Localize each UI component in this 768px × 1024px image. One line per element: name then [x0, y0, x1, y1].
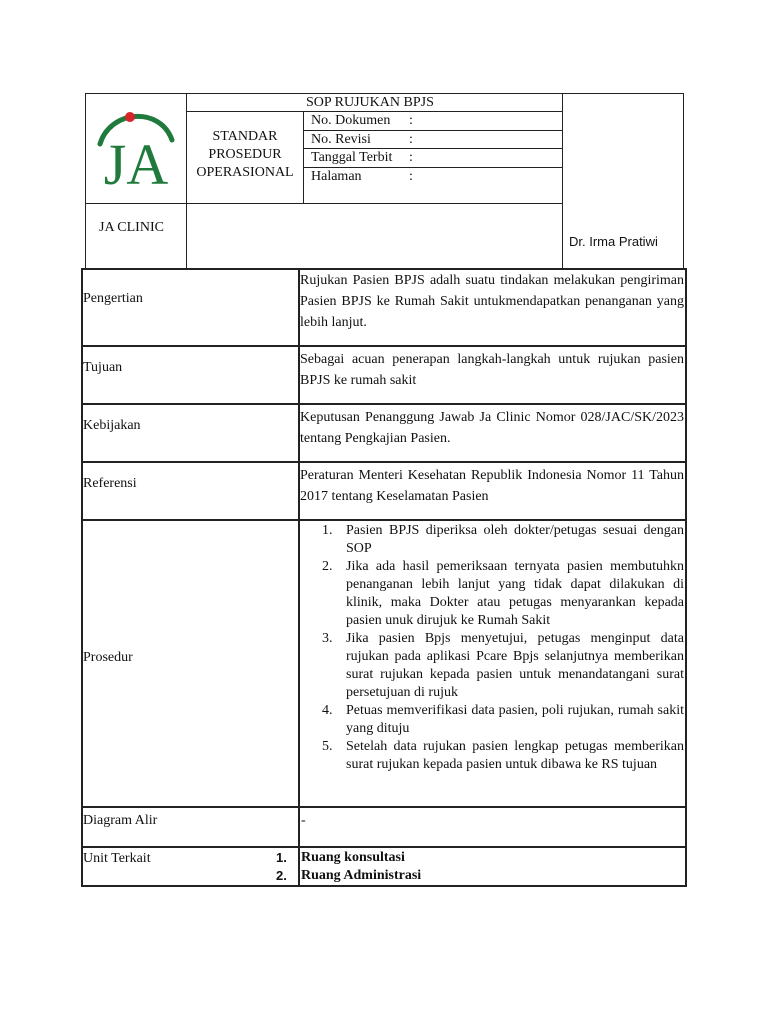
row-text-pengertian: Rujukan Pasien BPJS adalh suatu tindakan melakukan pengiriman Pasien BPJS ke Rumah Sakit untukmendapatkan penanganan yang lebih lanjut. [300, 273, 684, 330]
row-label-pengertian: Pengertian [83, 291, 143, 306]
meta-no-revisi: No. Revisi [311, 132, 371, 147]
row-label-referensi: Referensi [83, 476, 137, 491]
row-label-prosedur: Prosedur [83, 650, 133, 665]
meta-halaman: Halaman [311, 169, 362, 184]
procedure-step: 3. Jika pasien Bpjs menyetujui, petugas menginput data rujukan pada aplikasi Pcare Bpjs selanjutnya memberikan surat rujukan kepada pasien untuk menandatangani surat persetujuan di rujuk [322, 631, 684, 700]
unit-item: Ruang Administrasi [301, 868, 422, 883]
logo-letters: JA [103, 132, 169, 190]
clinic-logo [96, 100, 176, 190]
ja-logo-icon [96, 100, 176, 190]
row-label-diagram: Diagram Alir [83, 813, 158, 828]
row-label-kebijakan: Kebijakan [83, 418, 141, 433]
row-text-referensi: Peraturan Menteri Kesehatan Republik Indonesia Nomor 11 Tahun 2017 tentang Keselamatan Pasien [300, 468, 684, 504]
row-text-kebijakan: Keputusan Penanggung Jawab Ja Clinic Nomor 028/JAC/SK/2023 tentang Pengkajian Pasien. [300, 410, 684, 446]
meta-sep: : [409, 169, 413, 184]
row-text-tujuan: Sebagai acuan penerapan langkah-langkah untuk rujukan pasien BPJS ke rumah sakit [300, 352, 684, 388]
sop-title: SOP RUJUKAN BPJS [306, 95, 434, 110]
signer-name: Dr. Irma Pratiwi [569, 234, 658, 249]
procedure-list [300, 522, 684, 774]
procedure-step: 1. Pasien BPJS diperiksa oleh dokter/petugas sesuai dengan SOP [322, 523, 684, 556]
standard-label: STANDAR PROSEDUR OPERASIONAL [196, 129, 294, 180]
unit-num: 2. [276, 868, 287, 883]
procedure-step: 5. Setelah data rujukan pasien lengkap petugas memberikan surat rujukan kepada pasien untuk dibawa ke RS tujuan [322, 739, 684, 772]
unit-item: Ruang konsultasi [301, 850, 405, 865]
meta-sep: : [409, 113, 413, 128]
meta-sep: : [409, 132, 413, 147]
row-text-diagram: - [301, 813, 306, 828]
procedure-step: 4. Petuas memverifikasi data pasien, poli rujukan, rumah sakit yang dituju [322, 703, 684, 736]
row-label-tujuan: Tujuan [83, 360, 123, 375]
clinic-name: JA CLINIC [99, 220, 164, 235]
procedure-step: 2. Jika ada hasil pemeriksaan ternyata pasien membutuhkn penanganan lebih lanjut yang tidak dapat dilakukan di klinik, maka Dokter atau petugas menyarankan kepada pasien unuk dirujuk ke Rumah Sakit [322, 559, 684, 628]
meta-no-dokumen: No. Dokumen [311, 113, 391, 128]
meta-tanggal-terbit: Tanggal Terbit [311, 150, 393, 165]
meta-sep: : [409, 150, 413, 165]
row-label-unit: Unit Terkait [83, 851, 151, 866]
unit-num: 1. [276, 850, 287, 865]
